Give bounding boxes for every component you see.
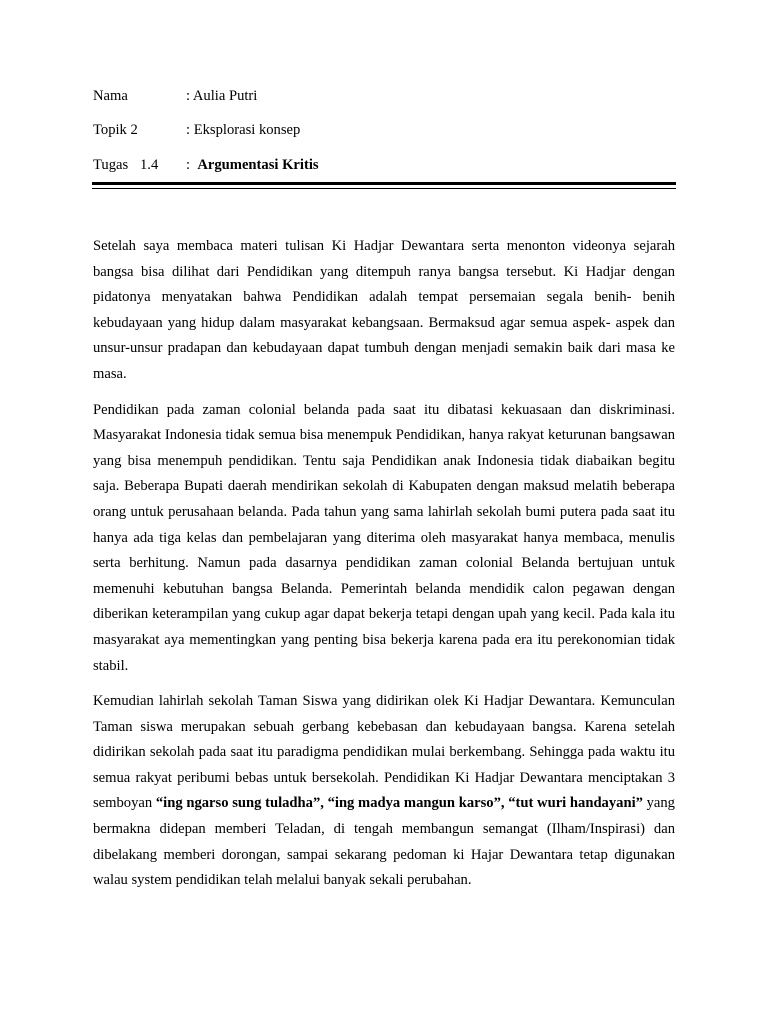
header-divider-thin [92, 188, 676, 189]
essay-body [93, 234, 675, 904]
tugas-colon: : [186, 157, 191, 173]
nama-label: Nama [93, 88, 128, 104]
tugas-number: 1.4 [140, 157, 159, 173]
nama-value: : Aulia Putri [186, 88, 258, 104]
header-divider-thick [92, 182, 676, 185]
topik-value: : Eksplorasi konsep [186, 122, 301, 138]
tugas-label: Tugas [93, 157, 129, 173]
paragraph-2: Pendidikan pada zaman colonial belanda pada saat itu dibatasi kekuasaan dan diskriminasi. Masyarakat Indonesia tidak semua bisa menempuk Pendidikan, hanya rakyat keturunan bangsawan yang bisa menempuh pendidikan. Tentu saja Pendidikan anak Indonesia tidak diabaikan begitu saja. Beberapa Bupati daerah mendirikan sekolah di Kabupaten dengan maksud melatih beberapa orang untuk perusahaan belanda. Pada tahun yang sama lahirlah sekolah bumi putera pada saat itu hanya ada tiga kelas dan pembelajaran yang diterima oleh masyarakat hanya membaca, menulis serta berhitung. Namun pada dasarnya pendidikan zaman colonial Belanda bertujuan untuk memenuhi kebutuhan bangsa Belanda. Pemerintah belanda mendidik calon pegawan dengan diberikan keterampilan yang cukup agar dapat bekerja tetapi dengan upah yang kecil. Pada kala itu masyarakat aya mementingkan yang penting bisa bekerja karena pada era itu perekonomian tidak stabil. [93, 401, 675, 674]
tugas-value: Argumentasi Kritis [197, 157, 319, 173]
topik-label: Topik 2 [93, 122, 138, 138]
paragraph-3-text-start: Kemudian lahirlah sekolah Taman Siswa yang didirikan olek Ki Hadjar Dewantara. Kemunculan Taman siswa merupakan sebuah gerbang kebebasan dan kebudayaan bangsa. Karena setelah didirikan sekolah pada saat itu paradigma pendidikan mulai berkembang. Sehingga pada waktu itu semua rakyat peribumi bebas untuk bersekolah. Pendidikan Ki Hadjar Dewantara menciptakan 3 semboyan [93, 693, 675, 812]
paragraph-3 [93, 689, 675, 894]
paragraph-1: Setelah saya membaca materi tulisan Ki Hadjar Dewantara serta menonton videonya sejarah bangsa bisa dilihat dari Pendidikan yang ditempuh ranya bangsa tersebut. Ki Hadjar dengan pidatonya menyatakan bahwa Pendidikan adalah tempat persemaian segala benih- benih kebudayaan yang hidup dalam masyarakat kebangsaan. Bermaksud agar semua aspek- aspek dan unsur-unsur pradapan dan kebudayaan dapat tumbuh dengan menjadi semakin baik dari masa ke masa. [93, 238, 675, 382]
semboyan-text: “ing ngarso sung tuladha”, “ing madya mangun karso”, “tut wuri handayani” [155, 795, 643, 812]
paragraph-3-text-end: yang bermakna didepan memberi Teladan, di tengah membangun semangat (Ilham/Inspirasi) dan dibelakang memberi dorongan, sampai sekarang pedoman ki Hajar Dewantara tetap digunakan walau system pendidikan telah melalui banyak sekali perubahan. [93, 795, 675, 889]
tugas-value-wrapper [186, 155, 319, 175]
